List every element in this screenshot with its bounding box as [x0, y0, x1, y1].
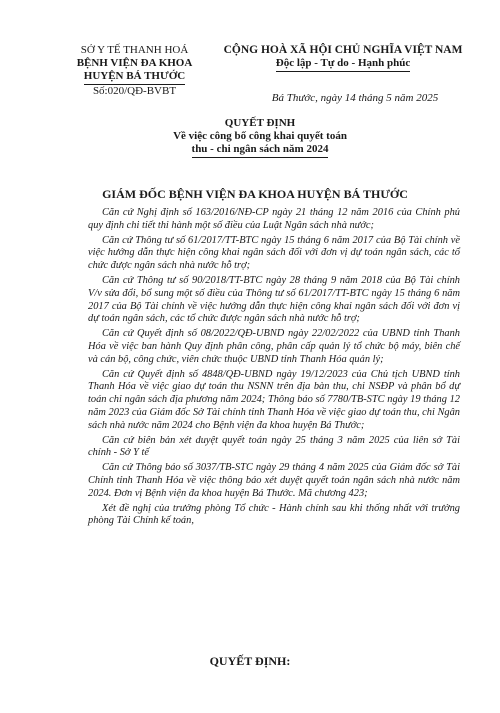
national-motto: Độc lập - Tự do - Hạnh phúc	[276, 57, 410, 72]
basis-paragraph: Căn cứ Thông tư số 61/2017/TT-BTC ngày 15 tháng 6 năm 2017 của Bộ Tài chính về việc hướng dẫn thực hiện công khai ngân sách đối với đơn vị dự toán ngân sách, các tổ chức được ngân sách nhà nước hỗ trợ;	[88, 234, 460, 272]
document-number: Số:020/QĐ-BVBT	[92, 85, 177, 97]
hospital-name-line1: BỆNH VIỆN ĐA KHOA	[76, 57, 193, 69]
issuing-authority: GIÁM ĐỐC BỆNH VIỆN ĐA KHOA HUYỆN BÁ THƯỚC	[102, 187, 408, 201]
basis-paragraph: Căn cứ Thông tư số 90/2018/TT-BTC ngày 28 tháng 9 năm 2018 của Bộ Tài chính V/v sửa đổi, bổ sung một số điều của Thông tư số 61/2017/TT-BTC ngày 15 tháng 6 năm 2017 của Bộ Tài chính về việc hướng dẫn thực hiện công khai ngân sách đối với đơn vị dự toán ngân sách, các tổ chức được ngân sách nhà nước hỗ trợ;	[88, 274, 460, 325]
decision-heading: QUYẾT ĐỊNH	[224, 117, 296, 129]
decides-heading: QUYẾT ĐỊNH:	[209, 654, 291, 668]
decision-subject-line1: Về việc công bố công khai quyết toán	[173, 130, 347, 142]
hospital-name-line2: HUYỆN BÁ THƯỚC	[84, 70, 185, 85]
issuer-header	[52, 44, 217, 98]
nation-name: CỘNG HOÀ XÃ HỘI CHỦ NGHĨA VIỆT NAM	[223, 44, 463, 56]
basis-paragraph: Căn cứ Thông báo số 3037/TB-STC ngày 29 tháng 4 năm 2025 của Giám đốc sở Tài Chính tỉnh Thanh Hóa về việc thông báo xét duyệt quyết toán ngân sách nhà nước năm 2024. Đơn vị Bệnh viện đa khoa huyện Bá Thước. Mã chương 423;	[88, 462, 460, 499]
national-header	[208, 44, 478, 72]
decision-title	[120, 117, 400, 158]
ministry-name: SỞ Y TẾ THANH HOÁ	[80, 44, 189, 56]
basis-paragraph: Căn cứ Quyết định số 08/2022/QĐ-UBND ngày 22/02/2022 của UBND tỉnh Thanh Hóa về việc ban hành Quy định phân công, phân cấp quản lý tổ chức bộ máy, biên chế và cán bộ, công chức, viên chức thuộc UBND tỉnh Thanh Hóa quản lý;	[88, 328, 460, 365]
issue-date: Bá Thước, ngày 14 tháng 5 năm 2025	[271, 92, 439, 104]
decision-subject-line2: thu - chi ngân sách năm 2024	[192, 143, 329, 158]
basis-paragraph: Căn cứ biên bản xét duyệt quyết toán ngày 25 tháng 3 năm 2025 của liên sở Tài chính - Sở Y tế	[88, 434, 460, 459]
basis-paragraph: Căn cứ Quyết định số 4848/QĐ-UBND ngày 19/12/2023 của Chủ tịch UBND tỉnh Thanh Hóa về việc giao dự toán thu NSNN trên địa bàn thu, chi NSĐP và phân bổ dự toán chi ngân sách địa phương năm 2024; Thông báo số 7780/TB-STC ngày 19 tháng 12 năm 2023 của Giám đốc Sở Tài chính tỉnh Thanh Hóa về việc giao dự toán thu, chi Ngân sách nhà nước năm 2024 cho Bệnh viện đa khoa huyện Bá Thước;	[88, 368, 460, 431]
legal-basis	[88, 207, 460, 530]
basis-paragraph: Xét đề nghị của trưởng phòng Tổ chức - Hành chính sau khi thống nhất với trưởng phòng Tài Chính kế toán,	[88, 502, 460, 527]
basis-paragraph: Căn cứ Nghị định số 163/2016/NĐ-CP ngày 21 tháng 12 năm 2016 của Chính phủ quy định chi tiết thi hành một số điều của Luật Ngân sách nhà nước;	[88, 207, 460, 231]
